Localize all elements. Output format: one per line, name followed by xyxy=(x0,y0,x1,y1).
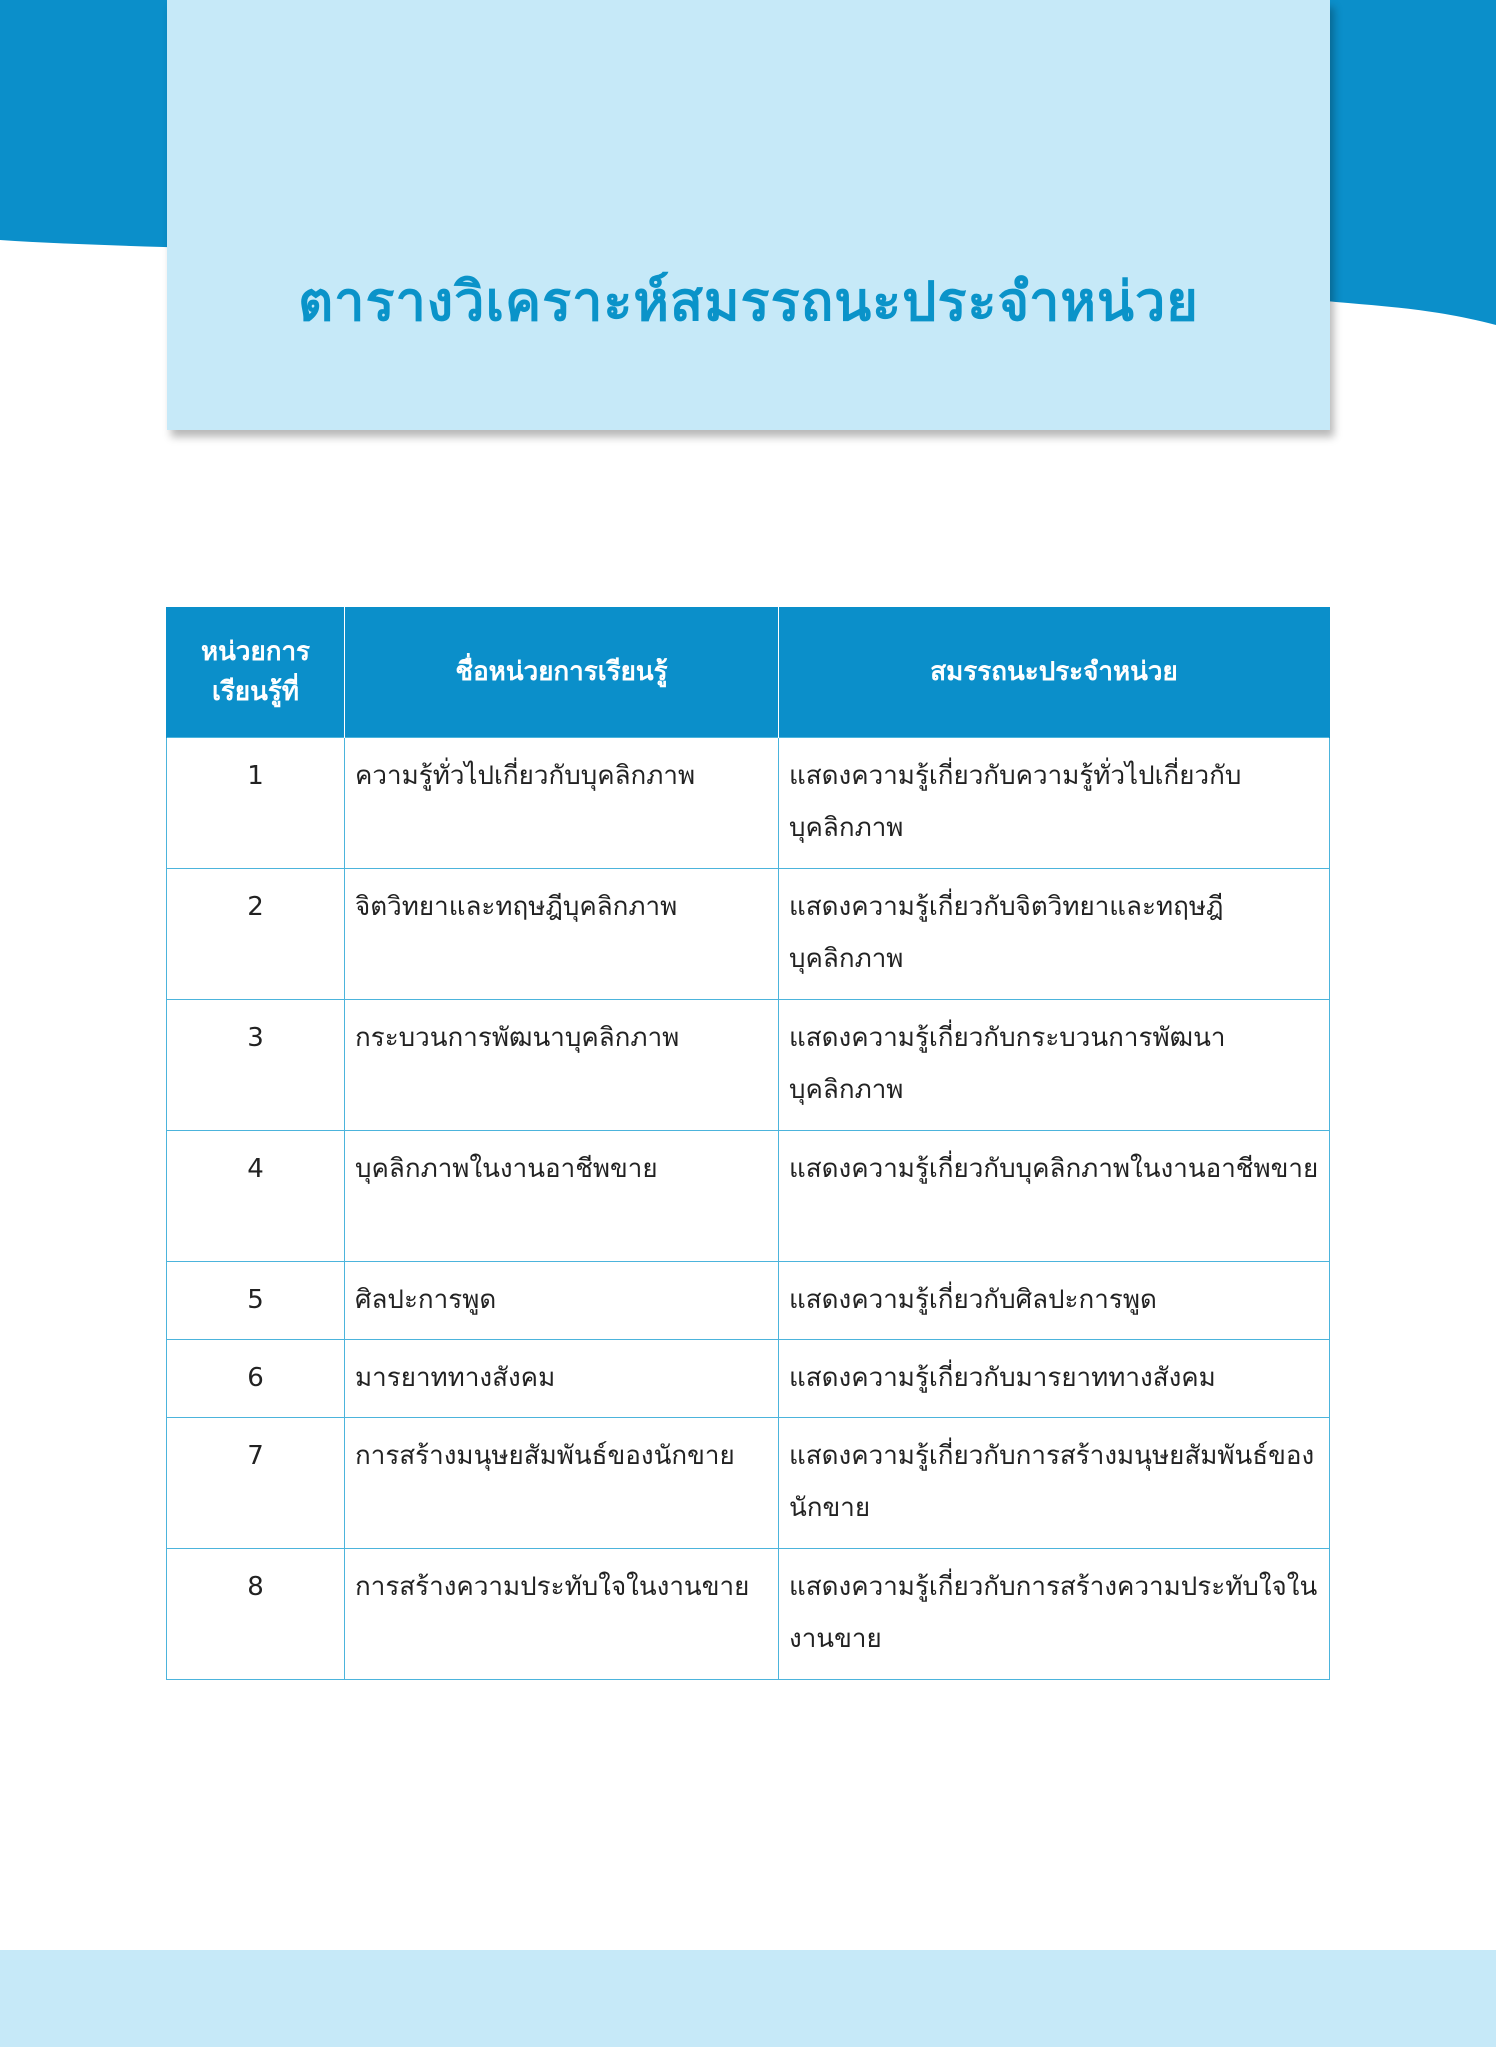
unit-competency: แสดงความรู้เกี่ยวกับการสร้างมนุษยสัมพันธ์ของนักขาย xyxy=(779,1418,1330,1549)
table-row xyxy=(167,1549,1330,1680)
unit-name: กระบวนการพัฒนาบุคลิกภาพ xyxy=(345,1000,779,1131)
footer-band xyxy=(0,1950,1496,2047)
unit-number: 5 xyxy=(167,1262,345,1340)
unit-competency: แสดงความรู้เกี่ยวกับจิตวิทยาและทฤษฎีบุคลิกภาพ xyxy=(779,869,1330,1000)
header-unit-number: หน่วยการเรียนรู้ที่ xyxy=(167,607,345,738)
competency-table-container xyxy=(166,607,1329,1680)
unit-name: การสร้างความประทับใจในงานขาย xyxy=(345,1549,779,1680)
unit-name: การสร้างมนุษยสัมพันธ์ของนักขาย xyxy=(345,1418,779,1549)
table-row xyxy=(167,738,1330,869)
table-row xyxy=(167,1262,1330,1340)
table-row xyxy=(167,1340,1330,1418)
table-row xyxy=(167,1000,1330,1131)
unit-number: 8 xyxy=(167,1549,345,1680)
unit-name: จิตวิทยาและทฤษฎีบุคลิกภาพ xyxy=(345,869,779,1000)
unit-competency: แสดงความรู้เกี่ยวกับกระบวนการพัฒนาบุคลิกภาพ xyxy=(779,1000,1330,1131)
table-row xyxy=(167,1131,1330,1262)
unit-competency: แสดงความรู้เกี่ยวกับการสร้างความประทับใจในงานขาย xyxy=(779,1549,1330,1680)
competency-table xyxy=(166,607,1330,1680)
header-competency: สมรรถนะประจำหน่วย xyxy=(779,607,1330,738)
unit-competency: แสดงความรู้เกี่ยวกับความรู้ทั่วไปเกี่ยวกับบุคลิกภาพ xyxy=(779,738,1330,869)
unit-name: ความรู้ทั่วไปเกี่ยวกับบุคลิกภาพ xyxy=(345,738,779,869)
unit-name: ศิลปะการพูด xyxy=(345,1262,779,1340)
table-header-row xyxy=(167,607,1330,738)
unit-competency: แสดงความรู้เกี่ยวกับมารยาททางสังคม xyxy=(779,1340,1330,1418)
header-unit-name: ชื่อหน่วยการเรียนรู้ xyxy=(345,607,779,738)
unit-number: 1 xyxy=(167,738,345,869)
unit-competency: แสดงความรู้เกี่ยวกับศิลปะการพูด xyxy=(779,1262,1330,1340)
page-title: ตารางวิเคราะห์สมรรถนะประจำหน่วย xyxy=(298,270,1199,333)
unit-number: 4 xyxy=(167,1131,345,1262)
unit-number: 6 xyxy=(167,1340,345,1418)
unit-name: บุคลิกภาพในงานอาชีพขาย xyxy=(345,1131,779,1262)
unit-number: 2 xyxy=(167,869,345,1000)
unit-competency: แสดงความรู้เกี่ยวกับบุคลิกภาพในงานอาชีพขาย xyxy=(779,1131,1330,1262)
table-row xyxy=(167,869,1330,1000)
table-row xyxy=(167,1418,1330,1549)
title-panel xyxy=(167,0,1330,430)
unit-name: มารยาททางสังคม xyxy=(345,1340,779,1418)
unit-number: 3 xyxy=(167,1000,345,1131)
unit-number: 7 xyxy=(167,1418,345,1549)
